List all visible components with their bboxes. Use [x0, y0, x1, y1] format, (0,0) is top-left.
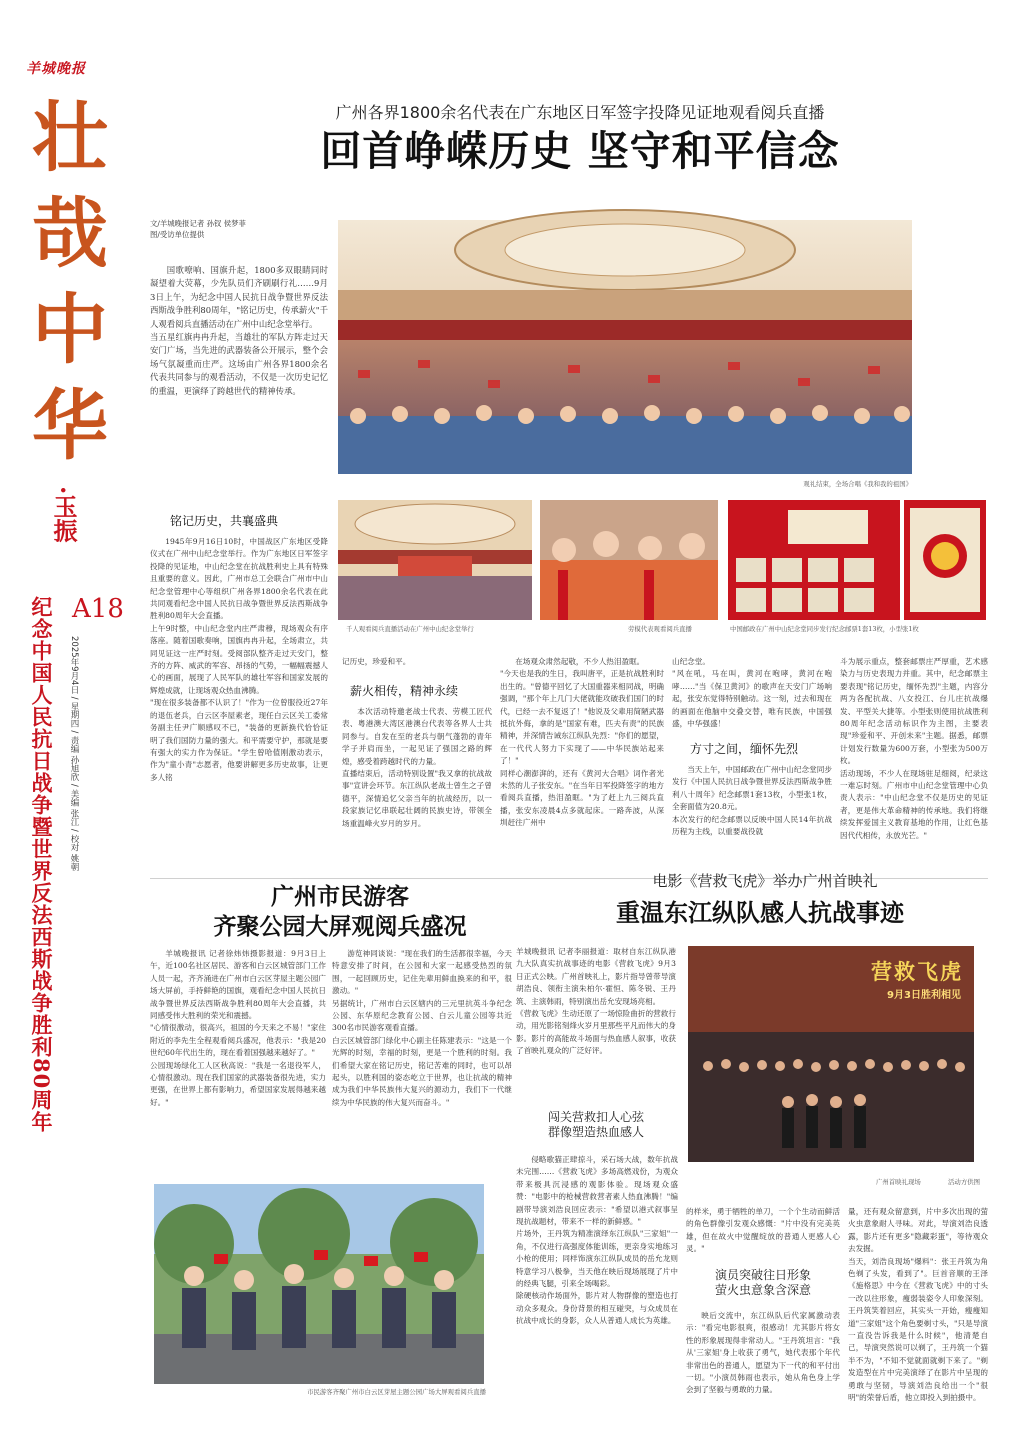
main-photo-caption: 观礼结束，全场合唱《我和我的祖国》: [803, 480, 912, 488]
stamps-illustration: [728, 500, 900, 620]
article3-body-col1: 羊城晚报讯 记者李丽报道：取材自东江纵队港九大队真实抗战事迹的电影《营救飞虎》9月3日正式公映。广州首映礼上，影片指导曾带导演胡浩良、领衔主演朱柏尔·霍恒、陈冬锐、王丹筑、主演韩雨，特别演出岳允安现场亮相。 《营救飞虎》生动还原了一场惊险曲折的营救行动，用光影铭刻烽火岁月里那些平凡而伟大的身影。影片的高能故斗场面与热血感人叙事，收获了首映礼观众的广泛好评。: [516, 947, 676, 1056]
page-number: A18: [72, 594, 124, 624]
poster-subtitle: 9月3日胜利相见: [887, 990, 961, 1001]
premiere-caption-left: 广州首映礼现场: [876, 1178, 921, 1186]
article1-headline: 回首峥嵘历史 坚守和平信念: [320, 127, 840, 175]
photo-hall-wide: [338, 500, 532, 620]
article2-body-col1: 羊城晚报讯 记者徐炜炜摄影报道：9月3日上午，近100名社区居民、游客和白云区城管部门工作人员一起，齐齐涌进在广州市白云区芽屋主题公园广场大屏前，手持鲜艳的国旗，观看纪念中国人民抗日战争暨世界反法西斯战争胜利80周年大会直播，共同感受伟大胜利的荣光和震撼。 "心情很激动，很高兴，祖国的今天来之不易！"家住附近的李先生全程观看阅兵盛况，他表示："我是20世纪60年代出生的，现在看着国强越来越好了。" 公园现场绿化工人区秋高说："我是一名退役军人，心情很激动。现在我们国家的武器装备很先进，实力更强，在世界上都有影响力，希望国家发展得越来越好。": [150, 949, 326, 1107]
premiere-photo: [688, 946, 974, 1162]
section-title-char: 华: [32, 381, 108, 470]
logo-text: 羊城晚报: [26, 61, 86, 77]
hall-photo-illustration: [338, 220, 912, 474]
sec1-title: 铭记历史，共襄盛典: [170, 514, 279, 528]
premiere-caption-right: 活动方供图: [948, 1178, 980, 1186]
park-photo-caption: 市民游客齐聚广州市白云区芽屋主题公园广场大屏观看阅兵直播: [307, 1388, 486, 1396]
sec1-body-cont: 记历史，珍爱和平。: [342, 657, 411, 666]
hall-wide-illustration: [338, 500, 532, 620]
col4-body2: 当天上午，中国邮政在广州中山纪念堂同步发行《中国人民抗日战争暨世界反法西斯战争胜利八十周年》纪念邮票1套13枚，小型张1枚，全套面值为20.8元。 本次发行的纪念邮票以反映中国人民14年抗战历程为主线，以重要战役就: [672, 765, 832, 837]
article2-headline-line2: 齐聚公园大屏观阅兵盛况: [213, 913, 467, 940]
article1-byline: 文/羊城晚报记者 孙钗 侯梦菲 图/受访单位提供: [150, 219, 246, 239]
col3-body: 在场观众肃然起敬，不少人热泪盈眶。 "今天也是我的生日，我叫唐平，正是抗战胜利时出生的。"曾德平回忆了大国重器来相同战，明确强调，"那个年上几门大佬就能攻破我们国门的时代，已经一去不复返了！"他说及父辈用简陋武器抵抗外侮，拿的是"国家有难，匹夫有责"的民族精神，并深情告诫东江纵队先烈："你们的愿望，在一代代人努力下实现了——中华民族站起来了！" 同样心潮澎湃的，还有《黄河大合唱》词作者光未然的儿子张安东。"在当年日军投降签字的地方看阅兵直播，热泪盈眶。"为了赶上九三阅兵直播，张安东凌晨4点多就起床。一路奔波，从深圳赶往广州中: [500, 657, 664, 828]
section-title: [22, 90, 118, 474]
section-title-char: 中: [32, 285, 108, 374]
sec2-body: 本次活动特邀老战士代表、劳模工匠代表、粤港澳大湾区港澳台代表等各界人士共同参与。自发在至的老兵与朝气蓬勃的青年学子并肩而坐，一起见证了强国之路的辉煌，感受着跨越时代的力量。 直播结束后，活动特别设置"我又拿的抗战故事"宣讲会环节。东江纵队老战士曾生之子曾德平，深情追忆父亲当年的抗战经历，以一段家族记忆串联起壮阔的民族史诗，带领全场重温峰火岁月的岁月。: [342, 707, 492, 828]
article3-subhead1: 闯关营救扣人心弦 群像塑造热血感人: [547, 1110, 644, 1139]
caption-stamps: 中国邮政在广州中山纪念堂同步发行纪念邮票1套13枚，小型张1枚: [730, 625, 919, 633]
sec1-body: 1945年9月16日10时，中国战区广东地区受降仪式在广州中山纪念堂举行。作为广东地区日军签字投降的见证地，中山纪念堂在抗战胜利史上具有特殊且重要的意义。因此，广州市总工会联合广州市中山纪念堂管理中心等组织广州各界1800余名代表在此共同观看纪念中国人民抗日战争暨世界反法西斯战争胜利80周年大会直播。 上午9时整，中山纪念堂内庄严肃穆，现场观众有序落座。随着国歌奏响，国旗冉冉升起，全场肃立，共同见证这一庄严时刻。受阅部队整齐走过天安门，整齐的方阵、威武的军容、昂扬的气势，一幅幅震撼人心的画面，展现了人民军队的雄壮军容和国家发展的辉煌成就，让现场观众热血沸腾。 "现在很多装备都不认识了！"作为一位曾服役近27年的退伍老兵，白云区李屋素老，现任白云区关工委常务副主任尹广顺感叹不已，"装备的更新换代恰恰证明了我们国防力量的强大。和平需要守护，那就是要有强大的实力作为保证。"学生曾哈值刚激动表示，作为"童小青"志愿者，他要讲解更多历史故事，让更多人铭: [150, 537, 328, 782]
col5-body: 斗为展示重点，整套邮票庄严厚重，艺术感染力与历史表现力并重。其中，纪念邮票主要表现"铭记历史，缅怀先烈"主题，内容分两为各配抗战、八女投江、台儿庄抗战爆发、平型关大捷等。小型张则使用抗战胜利80周年纪念活动标识作为主图，主要表现"珍爱和平、开创未来"主题。据悉，邮票计划发行数量为600万套，小型张为500万枚。 活动现场，不少人在现场驻足细阅，纪录这一难忘时刻。广州市中山纪念堂管理中心负责人表示："中山纪念堂不仅是历史的见证者，更是伟大革命精神的传承地。我们将继续发挥爱国主义教育基地的作用，让红色基因代代相传，永放光芒。": [840, 657, 988, 840]
main-photo-hall: [338, 220, 912, 474]
park-photo-illustration: [154, 1184, 484, 1384]
article2-headline-line1: 广州市民游客: [271, 883, 409, 910]
poster-title: 营救飞虎: [871, 959, 963, 984]
section-title-char: 哉: [32, 189, 108, 278]
souvenir-sheet-illustration: [904, 500, 986, 620]
labor-models-illustration: [540, 500, 718, 620]
caption-labor-models: 劳模代表观看阅兵直播: [628, 625, 692, 633]
photo-stamps: [728, 500, 900, 620]
theme-title: 纪念中国人民抗日战争暨世界反法西斯战争胜利80周年: [29, 596, 54, 1134]
article3-subhead2: 演员突破往日形象 萤火虫意象含深意: [714, 1268, 811, 1297]
sec2-title: 薪火相传，精神永续: [350, 684, 459, 698]
article3-headline: 重温东江纵队感人抗战事迹: [616, 898, 904, 927]
park-photo: [154, 1184, 484, 1384]
article2-body-col2: 游览神同谈说："现在我们的生活都很幸福，今天特意安排了时间，在公园和大家一起感受热烈的氛围，一起回顾历史，记住先辈用鲜血换来的和平，很激动。" 另据统计，广州市白云区辖内的三元里抗英斗争纪念公园、东华原纪念教育公园、白云儿童公园等共近300名市民游客观看直播。 白云区城管部门绿化中心副主任陈建表示："这是一个光辉的时刻，幸福的时刻，更是一个胜利的时刻。我们希望大家在铭记历史，铭记苦难的同时，也可以昂起头，以胜利国的姿态屹立于世界，也让抗战的精神成为我们中华民族伟大复兴的源动力，我们下一代继续为中华民族的伟大复兴而奋斗。": [332, 949, 512, 1107]
section-title-char: 壮: [32, 93, 108, 182]
page-meta: 2025年9月4日 / 星期四 / 责编 孙旭欣 / 美编 张江 / 校对 姚朝: [69, 636, 79, 872]
article3-kicker: 电影《营救飞虎》举办广州首映礼: [652, 872, 878, 890]
article3-body-col3: 量，还有观众留意到，片中多次出现的萤火虫意象耐人寻味。对此，导演刘浩良透露，影片还有更多"隐藏彩蛋"，等待观众去发掘。 当天，刘浩良现场"爆料"：张王丹筑为角色剃了头发，看到了"。巨首音顺的王泽《施格思》中今在《营救飞虎》中的寸头一改以往形象，瘦弱装姿令人印象深刻。王丹筑笑着回应，其实头一开始，瘦瘦知道"三家姐"这个角色要剃寸头，"只是导演一直没告诉我是什么时候"，他清楚自己，导演突然说可以剃了，王丹筑一个猫半不为，"不知不觉就面就剃下来了。"剃发造型在片中完美演绎了在影片中呈现的勇敢与坚韧，导演刘浩良给出一个"很明"的荣誉后盾，他立即投入到拍摄中。: [848, 1207, 988, 1403]
article3-body-col2b: 映后交流中，东江纵队后代家属激动表示："看完电影很爽，很感动！尤其影片将女性的形象展现得非常动人。"王丹筑坦言："我从'三家姐'身上收获了勇气，她代表那个年代非常出色的普通人，愿望为下一代的和平付出一切。"小演员韩雨也表示，她从角色身上学会到了坚毅与勇敢的力量。: [686, 1311, 840, 1395]
sec3-title: 方寸之间，缅怀先烈: [690, 742, 799, 756]
article3-body-col2: 的样米，勇于牺牲的单刀，一个个生动而鲜活的角色群像引发观众感慨："片中没有完美英雄，但在故火中觉醒绽放的普通人更感人心灵。": [686, 1207, 840, 1254]
article1-kicker: 广州各界1800余名代表在广东地区日军签字投降见证地观看阅兵直播: [335, 103, 825, 122]
col4-body: 山纪念堂。 "风在吼，马在叫，黄河在咆哮，黄河在咆哮……"当《保卫黄河》的歌声在天安门广场响起，张安东觉得特别触动。这一刻，过去和现在的画面在他脑中交叠交替，唯有民族，中国强盛，中华强盛！: [672, 657, 832, 729]
article1-intro: 国歌嘹响、国旗升起，1800多双眼睛同时凝望着大荧幕，少先队员们齐刷刷行礼……9月3日上午，为纪念中国人民抗日战争暨世界反法西斯战争胜利80周年，"铭记历史，传承薪火"千人观看阅兵直播活动在广州中山纪念堂举行。 当五星红旗冉冉升起，当雄壮的军队方阵走过天安门广场，当先进的武器装备公开展示，整个会场气氛凝重而庄严。这场由广州各界1800余名代表共同参与的观看活动，不仅是一次历史记忆的重温，更演绎了跨越世代的精神传承。: [150, 265, 328, 396]
masthead-logo: [26, 58, 136, 76]
article2-headline: [150, 882, 530, 942]
caption-hall-wide: 千人观看阅兵直播活动在广州中山纪念堂举行: [346, 625, 474, 633]
photo-souvenir-sheet: [904, 500, 986, 620]
article3-body-col1b: 侵略歌猫正肆掠斗，采石场大战，数年抗战未完围……《营救飞虎》多场高燃戏份，为观众带来极具沉浸感的观影体验。现场观众盛赞："电影中的枪械营救营者素人热血沸腾！"编剧带导演刘浩良回应表示："希望以港式叙事呈现抗战题材，带来不一样的新鲜感。" 片场外，王丹筑为精准演绎东江纵队"三家姐"一角，不仅进行高强度体能训练，更亲身实地练习小枪的使用；同样饰演东江纵队成员的岳允龙则特意学习八极拳，当天他在映后现场展现了片中的经典飞腿，引来全场喝彩。 除硬核动作场面外，影片对人物群像的塑造也打动众多观众。身份背景的相互碰突，与众成员在抗战中成长的身影，众人从普通人成长为英雄。: [516, 1155, 678, 1326]
photo-labor-models: [540, 500, 718, 620]
section-subtitle: ·玉振: [49, 486, 78, 543]
